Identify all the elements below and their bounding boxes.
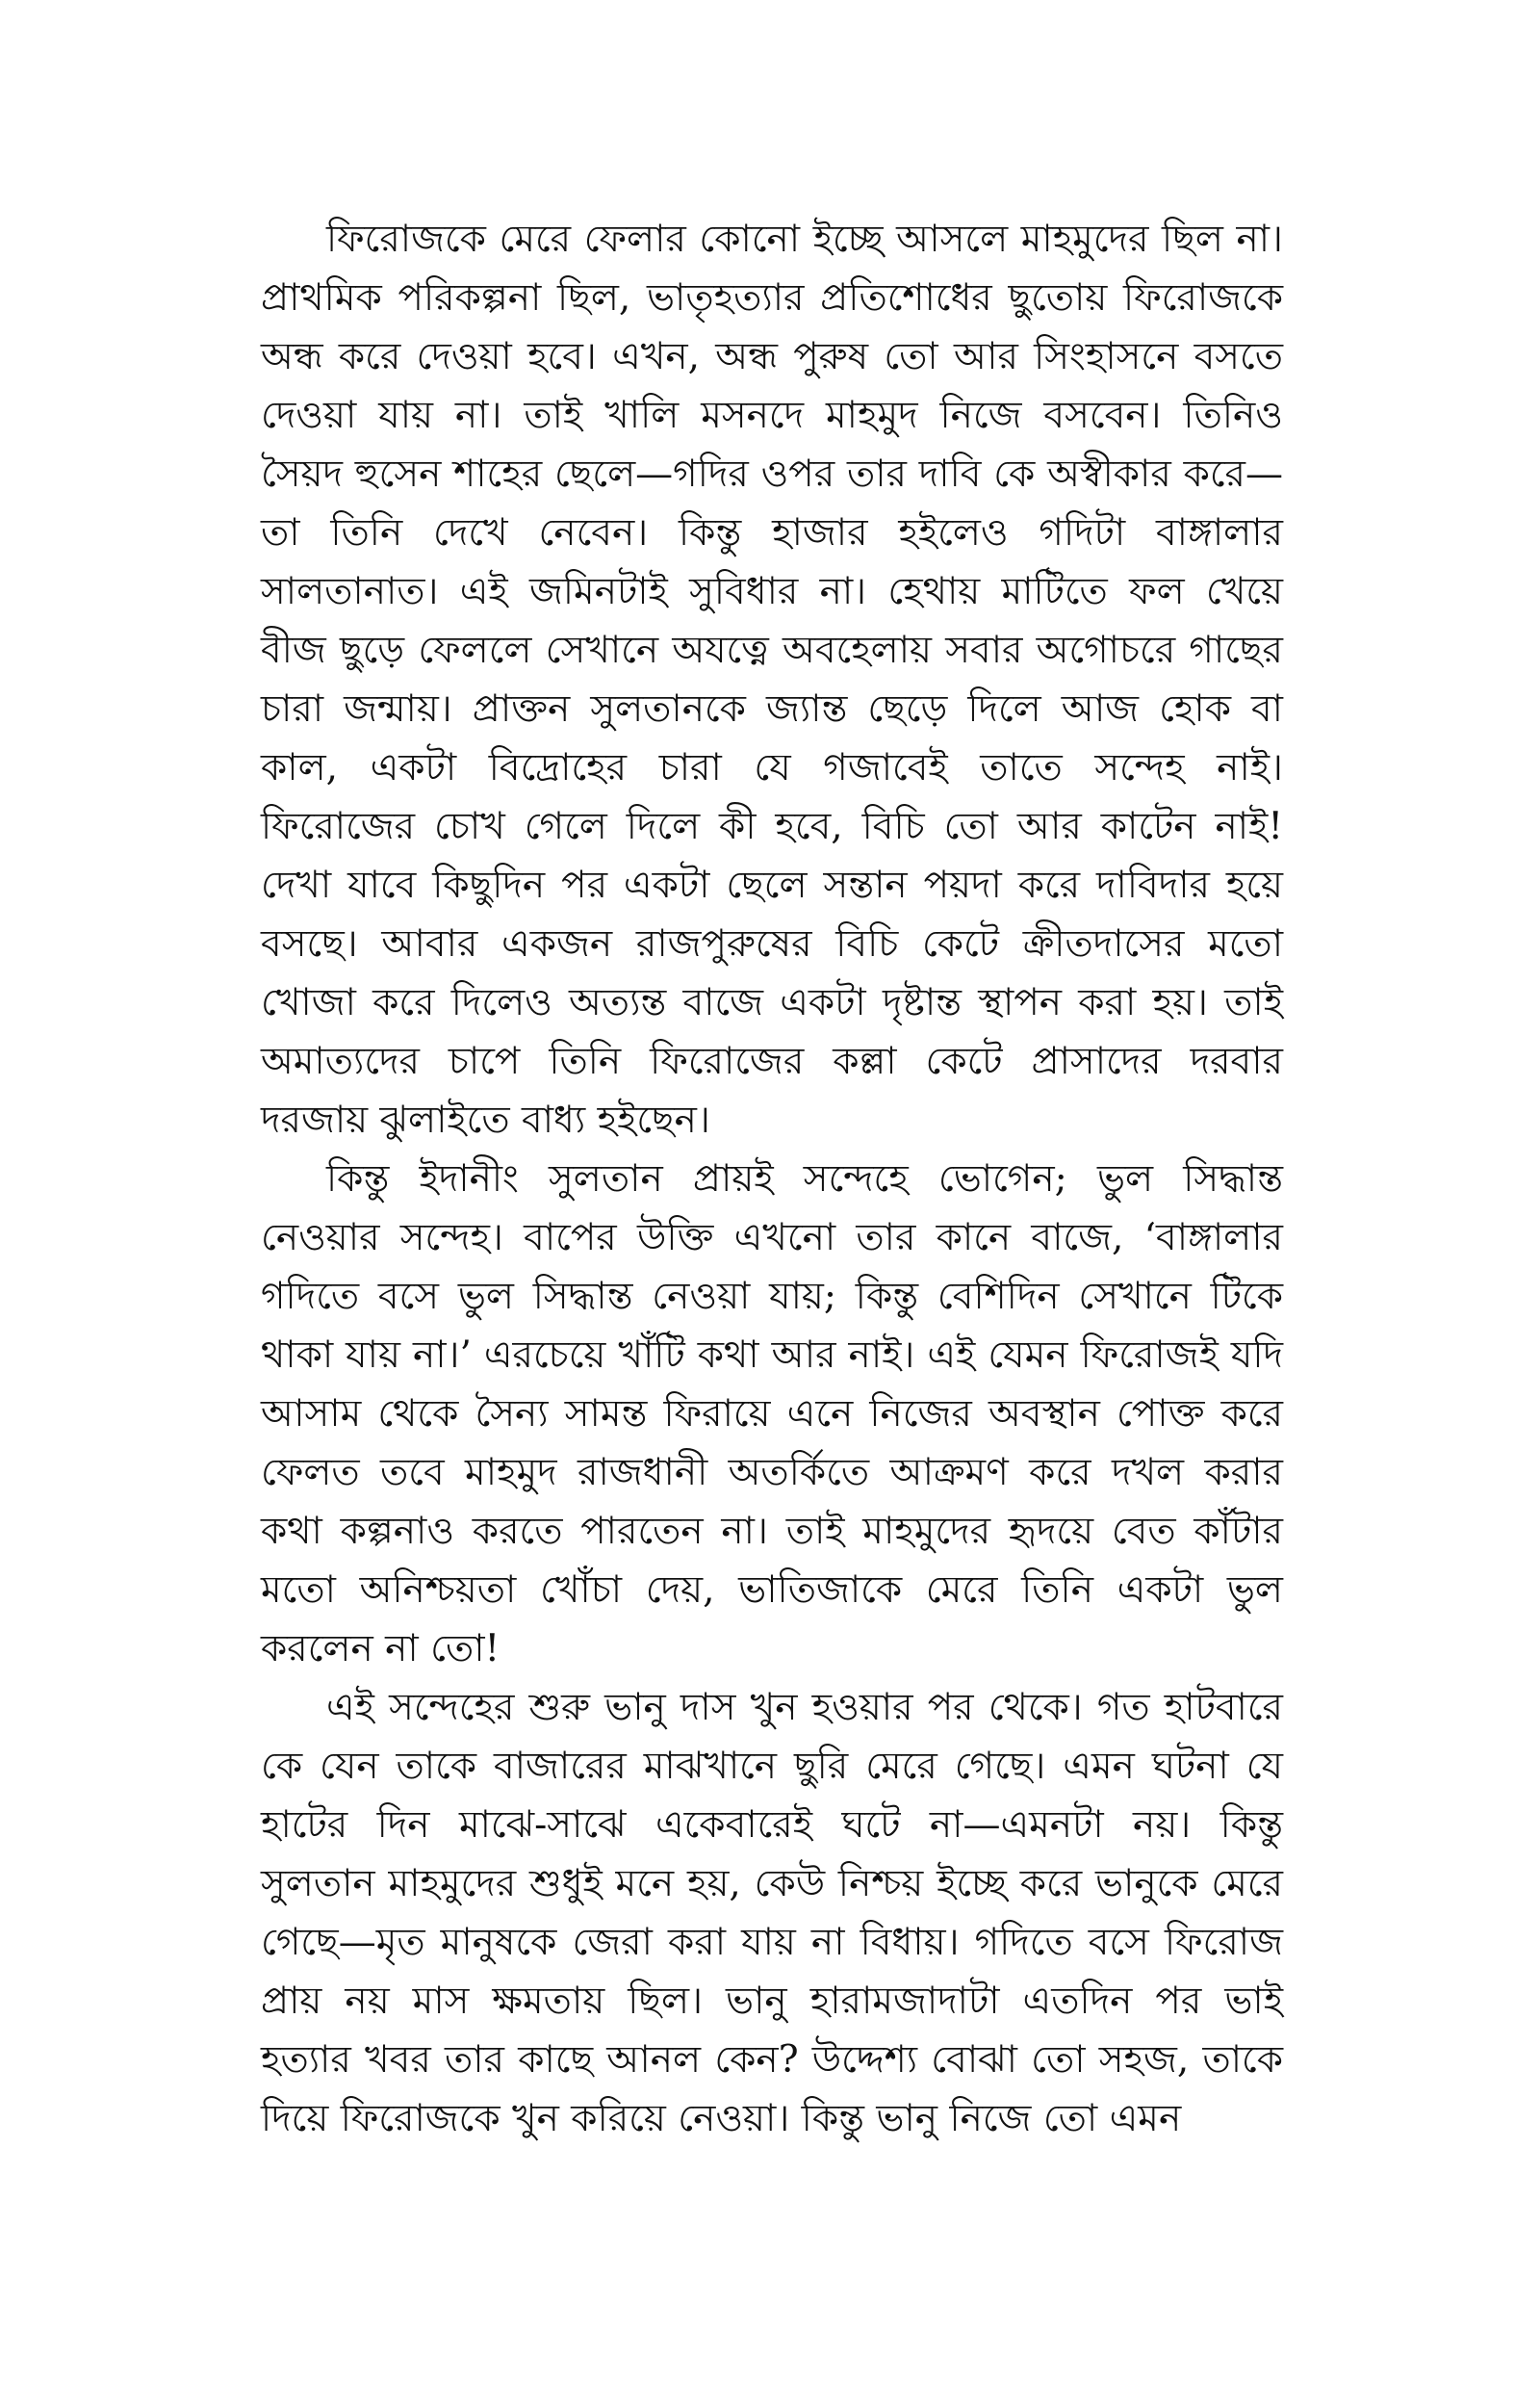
paragraph-2: কিন্তু ইদানীং সুলতান প্রায়ই সন্দেহে ভোগেন; ভুল সিদ্ধান্ত নেওয়ার সন্দেহ। বাপের উক্তি এখনো তার কানে বাজে, ‘বাঙ্গালার গদিতে বসে ভুল সিদ্ধান্ত নেওয়া যায়; কিন্তু বেশিদিন সেখানে টিকে থাকা যায় না।’ এরচেয়ে খাঁটি কথা আর নাই। এই যেমন ফিরোজই যদি আসাম থেকে সৈন্য সামন্ত ফিরায়ে এনে নিজের অবস্থান পোক্ত করে ফেলত তবে মাহমুদ রাজধানী অতর্কিতে আক্রমণ করে দখল করার কথা কল্পনাও করতে পারতেন না। তাই মাহমুদের হৃদয়ে বেত কাঁটার মতো অনিশ্চয়তা খোঁচা দেয়, ভাতিজাকে মেরে তিনি একটা ভুল করলেন না তো! bbox=[261, 1157, 1283, 1670]
paragraph-1: ফিরোজকে মেরে ফেলার কোনো ইচ্ছে আসলে মাহমুদের ছিল না। প্রাথমিক পরিকল্পনা ছিল, ভাতৃহত্যার প্রতিশোধের ছুতোয় ফিরোজকে অন্ধ করে দেওয়া হবে। এখন, অন্ধ পুরুষ তো আর সিংহাসনে বসতে দেওয়া যায় না। তাই খালি মসনদে মাহমুদ নিজে বসবেন। তিনিও সৈয়দ হুসেন শাহের ছেলে—গদির ওপর তার দাবি কে অস্বীকার করে—তা তিনি দেখে নেবেন। কিন্তু হাজার হইলেও গদিটা বাঙ্গালার সালতানাত। এই জমিনটাই সুবিধার না। হেথায় মাটিতে ফল খেয়ে বীজ ছুড়ে ফেললে সেখানে অযত্নে অবহেলায় সবার অগোচরে গাছের চারা জন্মায়। প্রাক্তন সুলতানকে জ্যান্ত ছেড়ে দিলে আজ হোক বা কাল, একটা বিদ্রোহের চারা যে গজাবেই তাতে সন্দেহ নাই। ফিরোজের চোখ গেলে দিলে কী হবে, বিচি তো আর কাটেন নাই! দেখা যাবে কিছুদিন পর একটা ছেলে সন্তান পয়দা করে দাবিদার হয়ে বসছে। আবার একজন রাজপুরুষের বিচি কেটে ক্রীতদাসের মতো খোজা করে দিলেও অত্যন্ত বাজে একটা দৃষ্টান্ত স্থাপন করা হয়। তাই অমাত্যদের চাপে তিনি ফিরোজের কল্লা কেটে প্রাসাদের দরবার দরজায় ঝুলাইতে বাধ্য হইছেন। bbox=[261, 218, 1283, 1142]
book-page bbox=[261, 210, 1283, 2148]
paragraph-3: এই সন্দেহের শুরু ভানু দাস খুন হওয়ার পর থেকে। গত হাটবারে কে যেন তাকে বাজারের মাঝখানে ছুরি মেরে গেছে। এমন ঘটনা যে হাটের দিন মাঝে-সাঝে একেবারেই ঘটে না—এমনটা নয়। কিন্তু সুলতান মাহমুদের শুধুই মনে হয়, কেউ নিশ্চয় ইচ্ছে করে ভানুকে মেরে গেছে—মৃত মানুষকে জেরা করা যায় না বিধায়। গদিতে বসে ফিরোজ প্রায় নয় মাস ক্ষমতায় ছিল। ভানু হারামজাদাটা এতদিন পর ভাই হত্যার খবর তার কাছে আনল কেন? উদ্দেশ্য বোঝা তো সহজ, তাকে দিয়ে ফিরোজকে খুন করিয়ে নেওয়া। কিন্তু ভানু নিজে তো এমন bbox=[261, 1686, 1283, 2140]
